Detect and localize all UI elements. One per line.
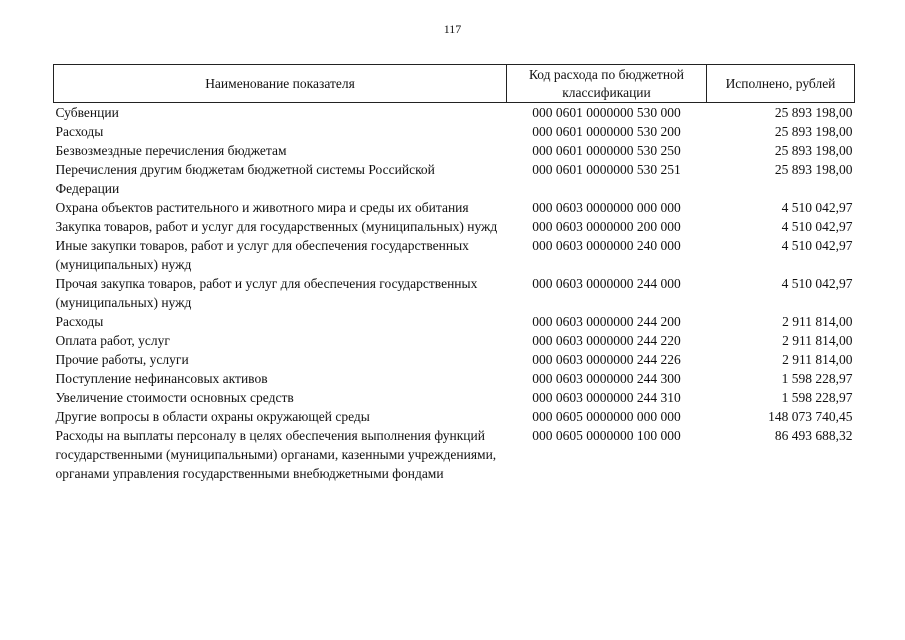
row-budget-code: 000 0603 0000000 244 310 (532, 390, 681, 405)
row-budget-code: 000 0603 0000000 244 300 (532, 371, 681, 386)
page-number: 117 (443, 22, 462, 36)
header-row (54, 65, 855, 103)
table-row (54, 369, 855, 388)
row-indicator-name: Охрана объектов растительного и животного мира и среды их обитания (55, 200, 469, 215)
table-row (54, 350, 855, 369)
row-amount-executed: 148 073 740,45 (768, 409, 853, 424)
table-row (54, 141, 855, 160)
row-budget-code: 000 0603 0000000 244 226 (532, 352, 681, 367)
row-budget-code: 000 0603 0000000 244 200 (532, 314, 681, 329)
row-amount-executed: 4 510 042,97 (781, 238, 853, 253)
row-budget-code: 000 0601 0000000 530 200 (532, 124, 681, 139)
row-amount-executed: 25 893 198,00 (774, 124, 853, 139)
row-amount-executed: 2 911 814,00 (782, 352, 853, 367)
row-budget-code: 000 0603 0000000 240 000 (532, 238, 681, 253)
row-indicator-name: Расходы (55, 124, 104, 139)
row-amount-executed: 2 911 814,00 (782, 333, 853, 348)
table-row (54, 274, 855, 312)
row-indicator-name: Оплата работ, услуг (55, 333, 170, 348)
table-row (54, 122, 855, 141)
row-indicator-name: Безвозмездные перечисления бюджетам (55, 143, 287, 158)
row-indicator-name: Расходы (55, 314, 104, 329)
row-budget-code: 000 0601 0000000 530 250 (532, 143, 681, 158)
row-indicator-name: Иные закупки товаров, работ и услуг для обеспечения государственных (муниципальных) нужд (55, 238, 469, 272)
row-budget-code: 000 0603 0000000 244 220 (532, 333, 681, 348)
row-budget-code: 000 0605 0000000 100 000 (532, 428, 681, 443)
table-row (54, 198, 855, 217)
header-budget-code: Код расхода по бюджетной классификации (507, 65, 707, 103)
row-indicator-name: Увеличение стоимости основных средств (55, 390, 294, 405)
row-indicator-name: Прочая закупка товаров, работ и услуг для обеспечения государственных (муниципальных) нужд (55, 276, 478, 310)
header-indicator-name: Наименование показателя (54, 65, 507, 103)
row-indicator-name: Другие вопросы в области охраны окружающей среды (55, 409, 370, 424)
row-amount-executed: 1 598 228,97 (781, 390, 853, 405)
row-budget-code: 000 0603 0000000 244 000 (532, 276, 681, 291)
row-budget-code: 000 0605 0000000 000 000 (532, 409, 681, 424)
row-indicator-name: Закупка товаров, работ и услуг для государственных (муниципальных) нужд (55, 219, 498, 234)
table-row (54, 426, 855, 483)
row-indicator-name: Расходы на выплаты персоналу в целях обеспечения выполнения функций государственными (муниципальными) органами, казенными учреждениями, органами управления государственными внебюджетными фондами (55, 428, 497, 481)
row-amount-executed: 86 493 688,32 (774, 428, 853, 443)
table-row (54, 217, 855, 236)
table-row (54, 407, 855, 426)
row-indicator-name: Поступление нефинансовых активов (55, 371, 268, 386)
table-row (54, 103, 855, 123)
table-row (54, 236, 855, 274)
budget-execution-table (53, 64, 855, 483)
table-header (54, 65, 855, 103)
budget-table-container (53, 64, 854, 483)
row-budget-code: 000 0601 0000000 530 251 (532, 162, 681, 177)
table-row (54, 312, 855, 331)
row-budget-code: 000 0601 0000000 530 000 (532, 105, 681, 120)
row-indicator-name: Субвенции (55, 105, 119, 120)
row-amount-executed: 2 911 814,00 (782, 314, 853, 329)
row-amount-executed: 4 510 042,97 (781, 200, 853, 215)
row-amount-executed: 4 510 042,97 (781, 219, 853, 234)
row-budget-code: 000 0603 0000000 000 000 (532, 200, 681, 215)
table-row (54, 331, 855, 350)
row-amount-executed: 1 598 228,97 (781, 371, 853, 386)
row-indicator-name: Прочие работы, услуги (55, 352, 189, 367)
row-budget-code: 000 0603 0000000 200 000 (532, 219, 681, 234)
row-amount-executed: 25 893 198,00 (774, 162, 853, 177)
row-amount-executed: 25 893 198,00 (774, 143, 853, 158)
row-indicator-name: Перечисления другим бюджетам бюджетной системы Российской Федерации (55, 162, 435, 196)
table-row (54, 160, 855, 198)
table-body (54, 103, 855, 484)
row-amount-executed: 4 510 042,97 (781, 276, 853, 291)
header-amount-executed: Исполнено, рублей (707, 65, 855, 103)
table-row (54, 388, 855, 407)
row-amount-executed: 25 893 198,00 (774, 105, 853, 120)
